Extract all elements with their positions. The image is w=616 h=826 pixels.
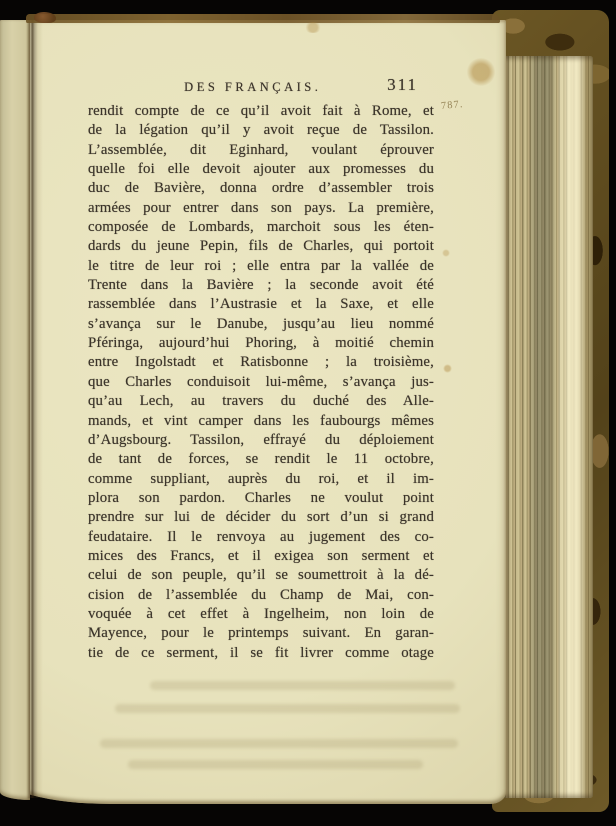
text-line: le titre de leur roi ; elle entra par la vallée de: [88, 257, 434, 274]
text-line: L’assemblée, dit Eginhard, voulant éprouver: [88, 141, 434, 158]
foxing-spot: [443, 364, 452, 373]
text-line: prendre sur lui de décider du sort d’un si grand: [88, 509, 434, 526]
body-text: [88, 102, 434, 663]
text-line: celui de son peuple, qu’il se soumettroit à la dé-: [88, 567, 434, 584]
page-top-edge: [26, 14, 500, 23]
bleed-through-line: [115, 704, 460, 713]
page-header: [88, 75, 434, 100]
text-line: mands, et vint camper dans les faubourgs mêmes: [88, 412, 434, 429]
text-line: Trente dans la Bavière ; la seconde avoit été: [88, 277, 434, 294]
text-line: mices des Francs, et il exigea son serment et: [88, 547, 434, 564]
text-line: plora son pardon. Charles ne voulut point: [88, 489, 434, 506]
text-line: quelle foi elle devoit ajouter aux promesses du: [88, 161, 434, 178]
text-line: de la légation qu’il y avoit reçue de Tassilon.: [88, 122, 434, 139]
text-line: composée de Lombards, marchoit sous les éten-: [88, 219, 434, 236]
spine-headband: [34, 12, 56, 23]
text-line: entre Ingolstadt et Ratisbonne ; la troisième,: [88, 354, 434, 371]
text-line: rassemblée dans l’Austrasie et la Saxe, et elle: [88, 296, 434, 313]
facing-page-edge: [0, 20, 30, 800]
page-number: 311: [387, 75, 418, 94]
gutter-shadow: [27, 20, 43, 798]
text-line: comme suppliant, auprès du roi, et il im-: [88, 470, 434, 487]
text-line: de tant de forces, se rendit le 11 octobre,: [88, 451, 434, 468]
text-line: qu’au Lech, au travers du duché des Alle-: [88, 393, 434, 410]
text-line: armées pour entrer dans son pays. La première,: [88, 199, 434, 216]
text-line: duc de Bavière, donna ordre d’assembler trois: [88, 180, 434, 197]
foxing-spot: [466, 58, 496, 86]
text-line: Mayence, pour le printemps suivant. En garan-: [88, 625, 434, 642]
foxing-spot: [304, 22, 322, 33]
text-line: que Charles conduisoit lui-même, s’avança jus-: [88, 373, 434, 390]
text-line: rendit compte de ce qu’il avoit fait à Rome, et: [88, 103, 434, 119]
margin-year-note: 787.: [440, 99, 464, 112]
text-line: s’avança sur le Danube, jusqu’au lieu nommé: [88, 315, 434, 332]
text-line: d’Augsbourg. Tassilon, effrayé du déploiement: [88, 431, 434, 448]
foxing-spot: [442, 249, 450, 257]
text-line: cision de l’assemblée du Champ de Mai, con-: [88, 586, 434, 603]
text-line: Pféringa, aujourd’hui Phoring, à moitié chemin: [88, 335, 434, 352]
text-line: voquée à cet effet à Ingelheim, non loin de: [88, 605, 434, 622]
text-line: feudataire. Il le renvoya au jugement des co-: [88, 528, 434, 545]
running-header: DES FRANÇAIS.: [184, 80, 322, 94]
bleed-through-line: [150, 681, 455, 690]
page-fore-edge: [503, 56, 593, 798]
bleed-through-line: [100, 739, 458, 748]
text-line: dards du jeune Pepin, fils de Charles, qui portoit: [88, 238, 434, 255]
bleed-through-line: [128, 760, 423, 769]
text-line: tie de ce serment, il se fit livrer comme otage: [88, 644, 434, 661]
